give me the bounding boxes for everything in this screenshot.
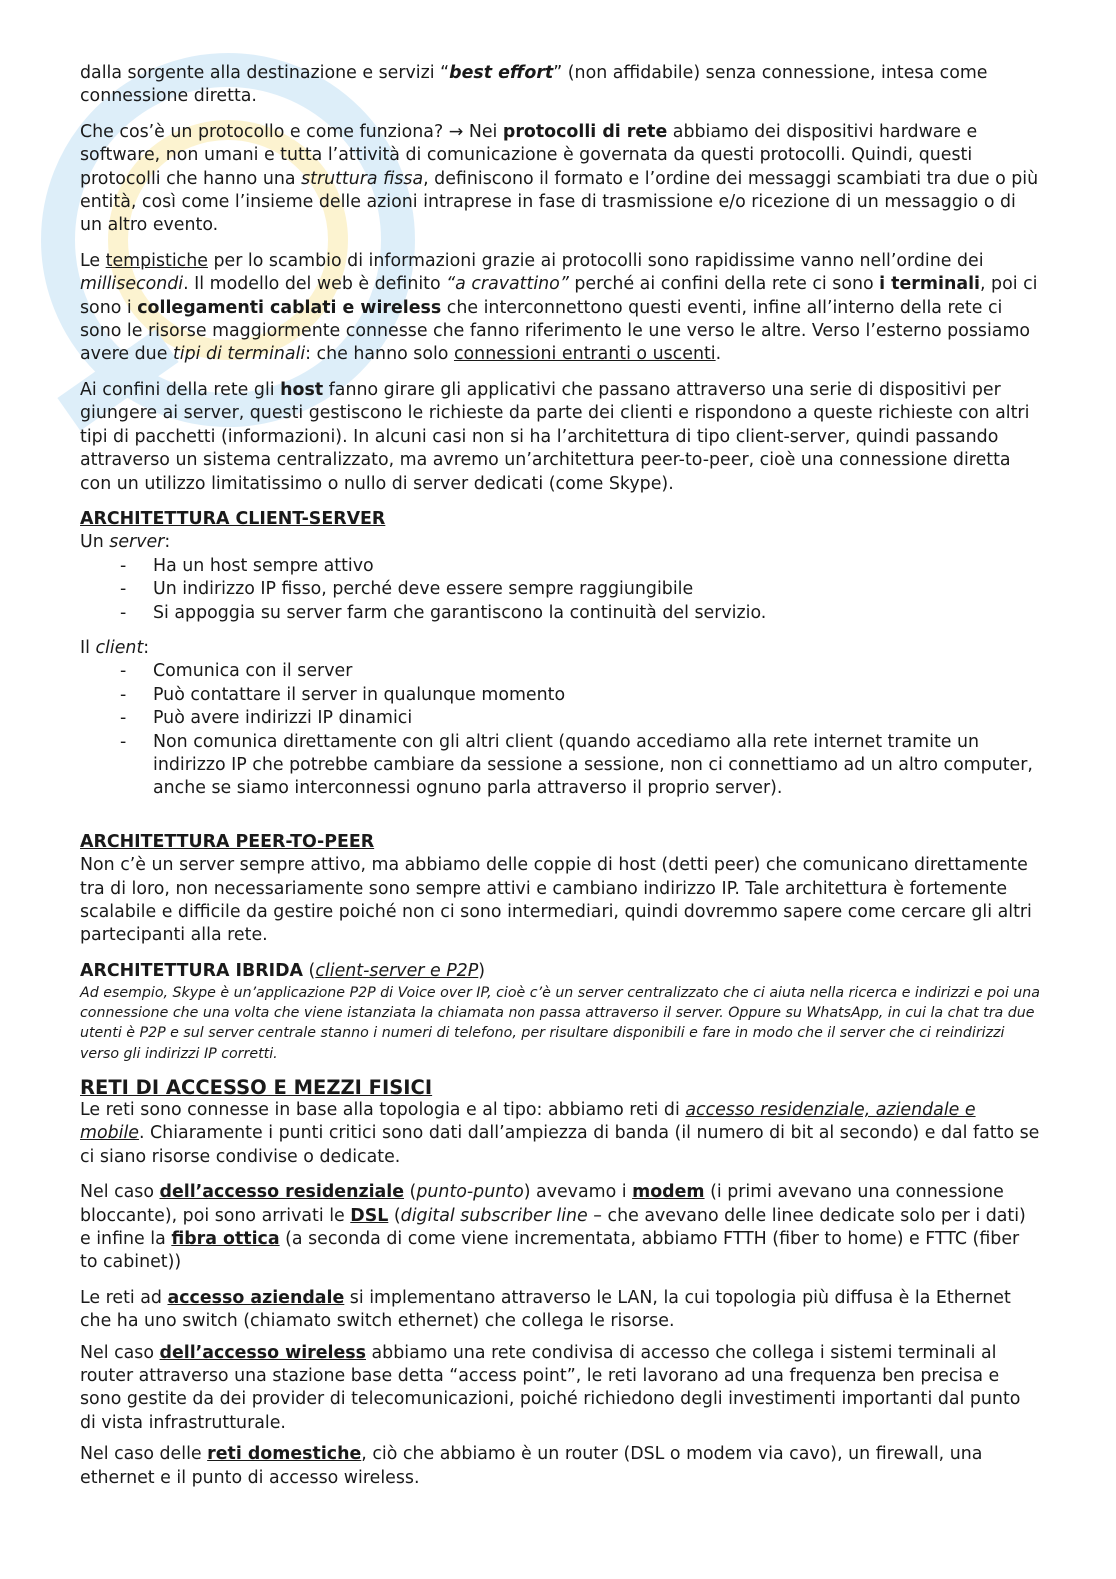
heading-peer-to-peer: ARCHITETTURA PEER-TO-PEER bbox=[80, 831, 375, 852]
paragraph-host: Ai confini della rete gli host fanno girare gli applicativi che passano attraverso una serie di dispositivi per giungere ai server, questi gestiscono le richieste da parte dei clienti e rispondono a queste richieste con altri tipi di pacchetti (informazioni). In alcuni casi non si ha l’architettura di tipo client-server, quindi passando attraverso un sistema centralizzato, ma avremo un’architettura peer-to-peer, cioè una connessione diretta con un utilizzo limitatissimo o nullo di server dedicati (come Skype). bbox=[80, 379, 1030, 494]
paragraph-protocol: Che cos’è un protocollo e come funziona? → Nei protocolli di rete abbiamo dei dispositivi hardware e software, non umani e tutta l’attività di comunicazione è governata da questi protocolli. Quindi, questi protocolli che hanno una struttura fissa, definiscono il formato e l’ordine dei messaggi scambiati tra due o più entità, così come l’insieme delle azioni intraprese in fase di trasmissione e/o ricezione di un messaggio o di un altro evento. bbox=[80, 121, 1039, 236]
list-item: - Si appoggia su server farm che garantiscono la continuità del servizio. bbox=[120, 602, 1040, 625]
paragraph-reti-domestiche: Nel caso delle reti domestiche, ciò che abbiamo è un router (DSL o modem via cavo), un firewall, una ethernet e il punto di accesso wireless. bbox=[80, 1444, 983, 1488]
paragraph-reti-1: Le reti sono connesse in base alla topologia e al tipo: abbiamo reti di accesso residenziale, aziendale e mobile. Chiaramente i punti critici sono dati dall’ampiezza di banda (il numero di bit al secondo) e dal fatto se ci siano risorse condivise o dedicate. bbox=[80, 1100, 1040, 1167]
document-page bbox=[80, 62, 1040, 1502]
list-item: - Ha un host sempre attivo bbox=[120, 555, 1040, 578]
list-item: - Comunica con il server bbox=[120, 660, 1040, 683]
list-item: - Può avere indirizzi IP dinamici bbox=[120, 707, 1040, 730]
list-item: - Può contattare il server in qualunque momento bbox=[120, 684, 1040, 707]
heading-client-server: ARCHITETTURA CLIENT-SERVER bbox=[80, 508, 386, 529]
paragraph-timing: Le tempistiche per lo scambio di informazioni grazie ai protocolli sono rapidissime vanno nell’ordine dei millisecondi. Il modello del web è definito “a cravattino” perché ai confini della rete ci sono i terminali, poi ci sono i collegamenti cablati e wireless che interconnettono questi eventi, infine all’interno della rete ci sono le risorse maggiormente connesse che fanno riferimento le une verso le altre. Verso l’esterno possiamo avere due tipi di terminali: che hanno solo connessioni entranti o uscenti. bbox=[80, 250, 1038, 365]
list-item: - Non comunica direttamente con gli altri client (quando accediamo alla rete internet tramite un indirizzo IP che potrebbe cambiare da sessione a sessione, non ci connettiamo ad un altro computer, anche se siamo interconnessi ognuno parla attraverso il proprio server). bbox=[120, 731, 1040, 801]
client-intro: Il client: bbox=[80, 637, 150, 658]
server-list bbox=[80, 555, 1040, 625]
paragraph-p2p: Non c’è un server sempre attivo, ma abbiamo delle coppie di host (detti peer) che comunicano direttamente tra di loro, non necessariamente sono sempre attivi e cambiano indirizzo IP. Tale architettura è fortemente scalabile e difficile da gestire poiché non ci sono intermediari, quindi dovremmo sapere come cercare gli altri partecipanti alla rete. bbox=[80, 855, 1032, 946]
client-list bbox=[80, 660, 1040, 800]
paragraph-intro: dalla sorgente alla destinazione e servizi “best effort” (non affidabile) senza connessione, intesa come connessione diretta. bbox=[80, 63, 988, 107]
heading-reti-accesso: RETI DI ACCESSO E MEZZI FISICI bbox=[80, 1075, 433, 1099]
paragraph-hybrid: Ad esempio, Skype è un’applicazione P2P di Voice over IP, cioè c’è un server centralizzato che ci aiuta nella ricerca e indirizzi e poi una connessione che una volta che viene istanziata la chiamata non passa attraverso il server. Oppure su WhatsApp, in cui la chat tra due utenti è P2P e sul server centrale stanno i numeri di telefono, per risultare disponibili e fare in modo che il server che ci reindirizzi verso gli indirizzi IP corretti. bbox=[80, 985, 1040, 1062]
paragraph-reti-aziendale: Le reti ad accesso aziendale si implementano attraverso le LAN, la cui topologia più diffusa è la Ethernet che ha uno switch (chiamato switch ethernet) che collega le risorse. bbox=[80, 1287, 1011, 1332]
paragraph-reti-wireless: Nel caso dell’accesso wireless abbiamo una rete condivisa di accesso che collega i sistemi terminali al router attraverso una stazione base detta “access point”, le reti lavorano ad una frequenza ben precisa e sono gestite da dei provider di telecomunicazioni, poiché richiedono degli investimenti importanti dal punto di vista infrastrutturale. bbox=[80, 1342, 1021, 1433]
server-intro: Un server: bbox=[80, 532, 171, 553]
heading-hybrid: ARCHITETTURA IBRIDA (client-server e P2P) bbox=[80, 960, 486, 981]
list-item: - Un indirizzo IP fisso, perché deve essere sempre raggiungibile bbox=[120, 578, 1040, 601]
paragraph-reti-residenziale: Nel caso dell’accesso residenziale (punto-punto) avevamo i modem (i primi avevano una connessione bloccante), poi sono arrivati le DSL (digital subscriber line – che avevano delle linee dedicate solo per i dati) e infine la fibra ottica (a seconda di come viene incrementata, abbiamo FTTH (fiber to home) e FTTC (fiber to cabinet)) bbox=[80, 1182, 1026, 1273]
